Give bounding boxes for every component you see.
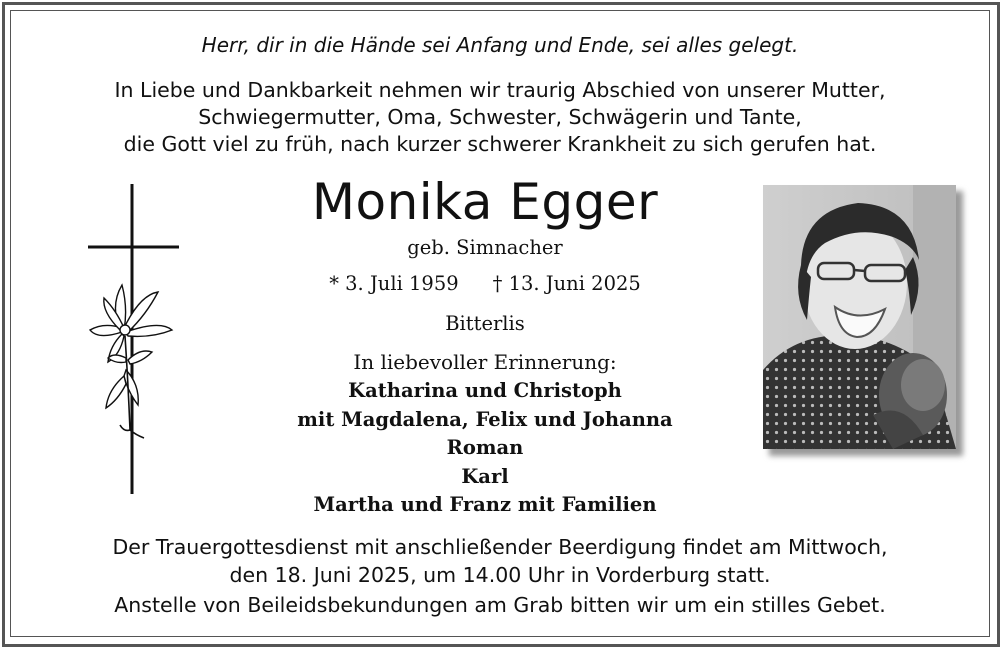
hometown: Bitterlis [445, 312, 525, 335]
intro-line: die Gott viel zu früh, nach kurzer schwerer Krankheit zu sich gerufen hat. [123, 132, 877, 156]
deceased-name: Monika Egger [311, 173, 659, 231]
death-date: † 13. Juni 2025 [492, 272, 641, 295]
closing-request: Anstelle von Beileidsbekundungen am Grab bitten wir um ein stilles Gebet. [114, 593, 886, 617]
family-line: Martha und Franz mit Familien [313, 493, 657, 516]
service-line: Der Trauergottesdienst mit anschließender Beerdigung findet am Mittwoch, [112, 535, 888, 559]
memory-heading: In liebevoller Erinnerung: [353, 350, 617, 374]
portrait-photo [763, 185, 956, 449]
birth-name: geb. Simnacher [407, 236, 563, 259]
intro-line: In Liebe und Dankbarkeit nehmen wir traurig Abschied von unserer Mutter, [114, 78, 886, 102]
family-line: mit Magdalena, Felix und Johanna [297, 407, 673, 431]
intro-line: Schwiegermutter, Oma, Schwester, Schwägerin und Tante, [198, 105, 802, 129]
family-line: Karl [461, 464, 509, 488]
intro-text [0, 77, 1000, 158]
cross-with-edelweiss-icon [80, 180, 190, 500]
service-info [0, 533, 1000, 589]
motto-verse: Herr, dir in die Hände sei Anfang und Ende, sei alles gelegt. [201, 33, 799, 57]
birth-date: * 3. Juli 1959 [329, 272, 459, 295]
family-line: Roman [446, 436, 524, 459]
family-list [235, 377, 735, 520]
service-line: den 18. Juni 2025, um 14.00 Uhr in Vorderburg statt. [229, 563, 771, 587]
life-dates [235, 272, 735, 295]
family-line: Katharina und Christoph [348, 379, 622, 402]
